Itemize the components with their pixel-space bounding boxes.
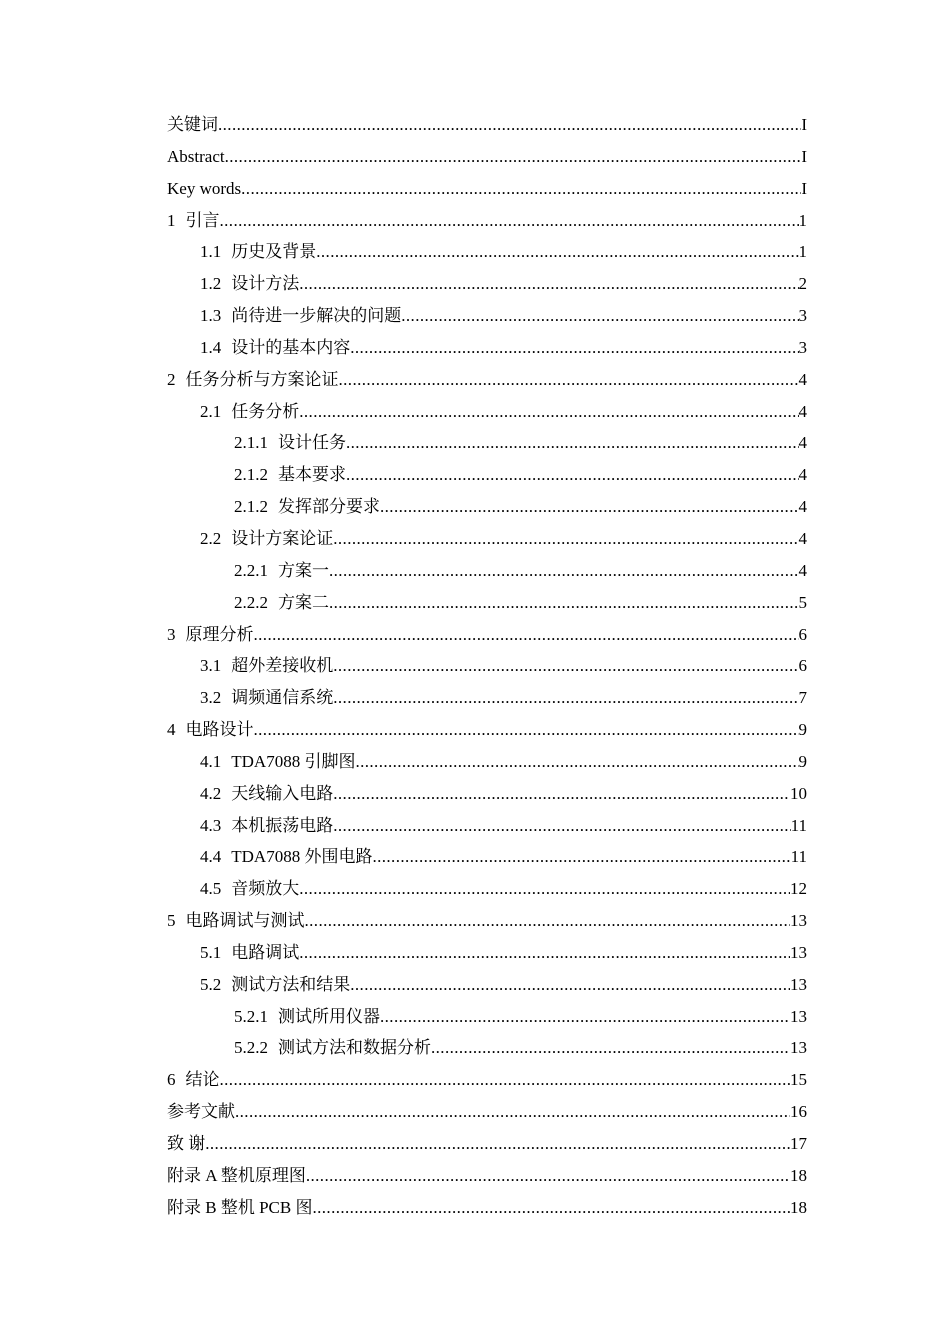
toc-entry[interactable] xyxy=(167,236,807,268)
toc-entry-text: 本机振荡电路 xyxy=(231,815,334,835)
toc-entry-number: 3 xyxy=(167,624,176,644)
toc-entry-title xyxy=(200,810,333,842)
toc-entry-title xyxy=(200,268,299,300)
toc-entry-title xyxy=(200,650,333,682)
toc-entry-page: I xyxy=(801,115,807,134)
toc-entry-title xyxy=(167,1160,306,1192)
toc-entry-title xyxy=(200,746,355,778)
toc-leader-dots xyxy=(299,396,798,428)
toc-leader-dots xyxy=(306,1160,790,1192)
toc-entry-text: 设计的基本内容 xyxy=(231,337,351,357)
toc-entry-title xyxy=(234,427,346,459)
toc-leader-dots xyxy=(333,650,798,682)
toc-entry-title xyxy=(200,841,372,873)
toc-entry-title xyxy=(167,1064,220,1096)
toc-entry-number: 1 xyxy=(167,210,176,230)
toc-entry-text: 设计任务 xyxy=(278,433,346,453)
toc-entry-title xyxy=(200,969,350,1001)
toc-entry-text: 方案一 xyxy=(278,560,329,580)
toc-leader-dots xyxy=(333,810,790,842)
toc-entry[interactable] xyxy=(167,523,807,555)
toc-entry-number: 1.3 xyxy=(200,306,222,326)
toc-entry[interactable] xyxy=(167,587,807,619)
toc-entry-text: 附录 A 整机原理图 xyxy=(167,1165,306,1185)
toc-entry-page: 5 xyxy=(798,592,807,612)
toc-entry-title xyxy=(234,459,346,491)
toc-entry-number: 5.1 xyxy=(200,942,222,962)
toc-entry-title xyxy=(167,364,339,396)
toc-entry-number: 6 xyxy=(167,1070,176,1090)
toc-entry-title xyxy=(167,1128,205,1160)
toc-entry-title xyxy=(167,173,241,205)
toc-entry-title xyxy=(234,1032,431,1064)
toc-entry-page: 9 xyxy=(798,751,807,771)
toc-entry-text: 设计方案论证 xyxy=(231,528,334,548)
toc-entry[interactable] xyxy=(167,810,807,842)
toc-entry-number: 2.2.2 xyxy=(234,592,268,612)
toc-entry-title xyxy=(200,873,299,905)
toc-leader-dots xyxy=(254,619,799,651)
toc-entry-number: 3.2 xyxy=(200,688,222,708)
toc-entry-number: 5.2.1 xyxy=(234,1006,268,1026)
toc-entry-text: 超外差接收机 xyxy=(231,656,334,676)
toc-entry-page: 2 xyxy=(798,274,807,294)
toc-entry-title xyxy=(167,619,254,651)
toc-entry-title xyxy=(200,396,299,428)
toc-entry-page: 13 xyxy=(790,1006,807,1026)
toc-leader-dots xyxy=(312,1192,790,1224)
toc-entry-page: I xyxy=(801,178,807,198)
toc-entry-page: 16 xyxy=(790,1102,807,1122)
toc-entry-title xyxy=(167,1192,312,1224)
toc-entry-page: 1 xyxy=(798,210,807,230)
toc-entry[interactable] xyxy=(167,1001,807,1033)
toc-entry-page: 13 xyxy=(790,974,807,994)
toc-entry-number: 1.2 xyxy=(200,274,222,294)
toc-entry-page: 4 xyxy=(798,465,807,485)
toc-entry-number: 4.4 xyxy=(200,847,222,867)
toc-entry-page: 3 xyxy=(798,306,807,326)
toc-entry-text: 测试所用仪器 xyxy=(278,1006,380,1026)
toc-entry-text: Key words xyxy=(167,178,242,198)
toc-leader-dots xyxy=(333,778,790,810)
toc-entry[interactable] xyxy=(167,1192,807,1224)
toc-entry-text: 设计方法 xyxy=(231,274,300,294)
toc-entry-page: 13 xyxy=(790,942,807,962)
toc-leader-dots xyxy=(299,873,790,905)
toc-entry-number: 2.1.2 xyxy=(234,465,268,485)
toc-entry-number: 4.5 xyxy=(200,879,222,899)
toc-entry[interactable] xyxy=(167,1032,807,1064)
toc-leader-dots xyxy=(316,236,798,268)
toc-entry-number: 5 xyxy=(167,911,176,931)
toc-leader-dots xyxy=(401,300,798,332)
toc-entry-page: 18 xyxy=(790,1165,807,1185)
toc-entry[interactable] xyxy=(167,682,807,714)
toc-entry-page: 4 xyxy=(798,560,807,580)
toc-entry-page: 11 xyxy=(790,847,807,867)
toc-entry[interactable] xyxy=(167,205,807,237)
toc-entry-text: 任务分析 xyxy=(231,401,300,421)
toc-entry[interactable] xyxy=(167,491,807,523)
toc-entry-page: 3 xyxy=(798,337,807,357)
toc-entry-page: 6 xyxy=(798,656,807,676)
toc-leader-dots xyxy=(299,268,798,300)
toc-entry-text: 原理分析 xyxy=(185,624,254,644)
toc-entry-number: 5.2 xyxy=(200,974,222,994)
toc-entry-text: 参考文献 xyxy=(167,1102,235,1122)
toc-entry-title xyxy=(200,332,350,364)
toc-entry-number: 1.1 xyxy=(200,242,222,262)
toc-entry-text: 方案二 xyxy=(278,592,329,612)
toc-entry-title xyxy=(200,300,401,332)
toc-entry-page: 4 xyxy=(798,369,807,389)
toc-leader-dots xyxy=(431,1032,790,1064)
toc-entry[interactable] xyxy=(167,619,807,651)
toc-entry-text: 基本要求 xyxy=(278,465,346,485)
toc-entry-title xyxy=(167,1096,235,1128)
toc-leader-dots xyxy=(241,173,801,205)
toc-entry-text: 调频通信系统 xyxy=(231,688,334,708)
toc-entry-text: 天线输入电路 xyxy=(231,783,334,803)
toc-leader-dots xyxy=(380,491,799,523)
toc-entry-number: 4.2 xyxy=(200,783,222,803)
toc-leader-dots xyxy=(333,523,798,555)
toc-leader-dots xyxy=(329,587,799,619)
toc-entry-text: 发挥部分要求 xyxy=(278,497,380,517)
toc-entry-text: 致 谢 xyxy=(167,1134,206,1153)
toc-entry[interactable] xyxy=(167,459,807,491)
toc-entry-title xyxy=(234,587,329,619)
toc-entry-page: 11 xyxy=(790,815,807,835)
toc-entry-number: 2.1.1 xyxy=(234,433,268,453)
toc-entry-number: 4 xyxy=(167,720,176,740)
toc-entry[interactable] xyxy=(167,778,807,810)
toc-entry-text: TDA7088 外围电路 xyxy=(231,847,373,867)
table-of-contents xyxy=(167,109,807,1224)
toc-entry-title xyxy=(167,205,220,237)
toc-entry[interactable] xyxy=(167,300,807,332)
toc-entry-page: 6 xyxy=(798,624,807,644)
toc-entry-text: 测试方法和结果 xyxy=(231,974,351,994)
toc-entry-title xyxy=(167,141,225,173)
toc-entry[interactable] xyxy=(167,109,807,141)
toc-leader-dots xyxy=(350,969,790,1001)
toc-entry-title xyxy=(200,778,333,810)
toc-leader-dots xyxy=(329,555,799,587)
toc-entry-number: 5.2.2 xyxy=(234,1038,268,1058)
toc-entry-page: 4 xyxy=(798,528,807,548)
toc-entry-text: 电路调试 xyxy=(231,942,300,962)
toc-entry[interactable] xyxy=(167,173,807,205)
toc-entry-page: 17 xyxy=(790,1134,807,1153)
toc-entry-page: 15 xyxy=(790,1070,807,1090)
toc-entry[interactable] xyxy=(167,905,807,937)
toc-leader-dots xyxy=(333,682,798,714)
toc-entry-page: 18 xyxy=(790,1197,807,1217)
toc-leader-dots xyxy=(299,937,790,969)
toc-entry[interactable] xyxy=(167,364,807,396)
toc-leader-dots xyxy=(346,459,799,491)
toc-entry-number: 4.3 xyxy=(200,815,222,835)
toc-entry[interactable] xyxy=(167,1160,807,1192)
toc-entry-page: 4 xyxy=(798,401,807,421)
toc-entry-number: 4.1 xyxy=(200,751,222,771)
toc-entry-title xyxy=(234,491,380,523)
toc-entry-title xyxy=(167,714,254,746)
toc-entry-page: I xyxy=(801,146,807,166)
toc-leader-dots xyxy=(350,332,798,364)
toc-leader-dots xyxy=(235,1096,790,1128)
toc-entry-text: 测试方法和数据分析 xyxy=(278,1038,431,1058)
toc-entry-text: 引言 xyxy=(185,210,220,230)
toc-entry[interactable] xyxy=(167,937,807,969)
toc-entry-title xyxy=(200,937,299,969)
toc-entry-title xyxy=(200,236,316,268)
toc-entry-text: 音频放大 xyxy=(231,879,300,899)
toc-entry[interactable] xyxy=(167,873,807,905)
toc-entry[interactable] xyxy=(167,427,807,459)
toc-entry[interactable] xyxy=(167,969,807,1001)
toc-entry-title xyxy=(234,555,329,587)
toc-leader-dots xyxy=(220,205,799,237)
toc-entry[interactable] xyxy=(167,841,807,873)
toc-leader-dots xyxy=(305,905,791,937)
toc-entry-page: 7 xyxy=(798,688,807,708)
toc-entry-page: 9 xyxy=(798,720,807,740)
toc-entry[interactable] xyxy=(167,714,807,746)
toc-entry-number: 2 xyxy=(167,369,176,389)
toc-entry[interactable] xyxy=(167,1128,807,1160)
toc-entry-text: 电路调试与测试 xyxy=(185,911,305,931)
toc-entry-text: 结论 xyxy=(185,1070,220,1090)
toc-entry[interactable] xyxy=(167,650,807,682)
toc-entry[interactable] xyxy=(167,1064,807,1096)
toc-entry-text: 任务分析与方案论证 xyxy=(185,369,339,389)
toc-entry-page: 12 xyxy=(790,879,807,899)
toc-entry[interactable] xyxy=(167,746,807,778)
toc-entry-text: 电路设计 xyxy=(185,720,254,740)
toc-entry[interactable] xyxy=(167,396,807,428)
toc-entry-page: 10 xyxy=(790,783,807,803)
toc-leader-dots xyxy=(372,841,790,873)
toc-entry-number: 2.1.2 xyxy=(234,497,268,517)
toc-entry-title xyxy=(200,523,333,555)
toc-entry-page: 13 xyxy=(790,1038,807,1058)
toc-entry-text: 关键词 xyxy=(167,115,218,134)
toc-entry-title xyxy=(167,109,218,141)
toc-entry[interactable] xyxy=(167,268,807,300)
toc-entry-number: 1.4 xyxy=(200,337,222,357)
toc-entry-text: TDA7088 引脚图 xyxy=(231,751,356,771)
toc-entry-text: 历史及背景 xyxy=(231,242,317,262)
toc-leader-dots xyxy=(254,714,799,746)
toc-leader-dots xyxy=(218,109,801,141)
toc-leader-dots xyxy=(339,364,799,396)
toc-entry-page: 13 xyxy=(790,911,807,931)
toc-entry-text: 尚待进一步解决的问题 xyxy=(231,306,402,326)
toc-entry-number: 2.1 xyxy=(200,401,222,421)
toc-entry-number: 2.2 xyxy=(200,528,222,548)
toc-leader-dots xyxy=(380,1001,790,1033)
toc-entry-text: 附录 B 整机 PCB 图 xyxy=(167,1197,313,1217)
toc-leader-dots xyxy=(205,1128,790,1160)
toc-entry-text: Abstract xyxy=(167,146,225,166)
toc-entry-number: 2.2.1 xyxy=(234,560,268,580)
toc-entry-title xyxy=(234,1001,380,1033)
toc-entry-page: 1 xyxy=(798,242,807,262)
toc-entry[interactable] xyxy=(167,555,807,587)
toc-entry-page: 4 xyxy=(798,497,807,517)
toc-leader-dots xyxy=(346,427,799,459)
toc-leader-dots xyxy=(225,141,802,173)
toc-entry[interactable] xyxy=(167,1096,807,1128)
toc-entry[interactable] xyxy=(167,141,807,173)
toc-leader-dots xyxy=(220,1064,791,1096)
toc-entry-title xyxy=(200,682,333,714)
toc-entry[interactable] xyxy=(167,332,807,364)
toc-entry-page: 4 xyxy=(798,433,807,453)
toc-entry-title xyxy=(167,905,305,937)
toc-leader-dots xyxy=(355,746,798,778)
toc-entry-number: 3.1 xyxy=(200,656,222,676)
